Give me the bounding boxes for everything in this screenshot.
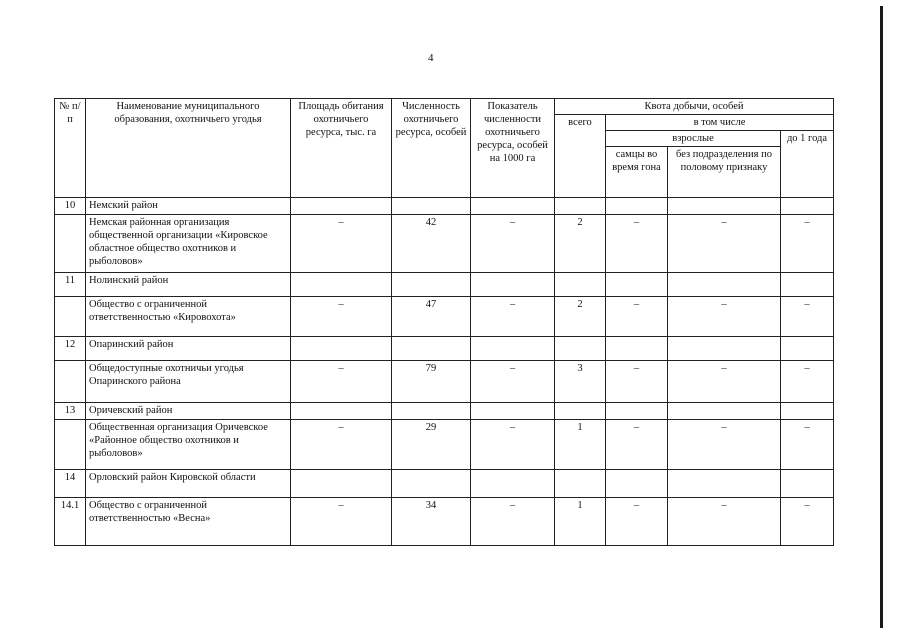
row-area: – [291,498,392,546]
row-num: 11 [55,273,86,297]
row-num [55,361,86,403]
row-nosex: – [668,215,781,273]
table-row [55,337,834,361]
row-num: 14.1 [55,498,86,546]
row-name: Нолинский район [86,273,291,297]
row-under1: – [781,215,834,273]
table-row [55,403,834,420]
row-area: – [291,361,392,403]
header-population: Численность охотничьего ресурса, особей [392,99,471,198]
header-area: Площадь обитания охотничьего ресурса, тыс. га [291,99,392,198]
row-density: – [471,215,555,273]
row-males: – [606,498,668,546]
row-name: Немский район [86,198,291,215]
row-population: 34 [392,498,471,546]
row-total: 2 [555,215,606,273]
page-number: 4 [428,52,434,64]
row-under1: – [781,420,834,470]
row-num: 13 [55,403,86,420]
row-males: – [606,361,668,403]
row-density: – [471,297,555,337]
row-males: – [606,420,668,470]
row-population: 79 [392,361,471,403]
header-num: № п/п [55,99,86,198]
row-total: 3 [555,361,606,403]
row-area: – [291,297,392,337]
row-num [55,215,86,273]
row-name: Общедоступные охотничьи угодья Опаринского района [86,361,291,403]
hunting-quota-table [54,98,834,546]
row-under1: – [781,361,834,403]
row-total: 2 [555,297,606,337]
row-name: Орловский район Кировской области [86,470,291,498]
header-adults: взрослые [606,131,781,147]
row-total: 1 [555,498,606,546]
table-row [55,297,834,337]
row-num: 14 [55,470,86,498]
header-including: в том числе [606,115,834,131]
row-name: Немская районная организация общественной организации «Кировское областное общество охотников и рыболовов» [86,215,291,273]
row-num: 12 [55,337,86,361]
row-males: – [606,297,668,337]
row-population: 47 [392,297,471,337]
table-row [55,273,834,297]
table-row [55,498,834,546]
row-nosex: – [668,297,781,337]
row-nosex: – [668,498,781,546]
row-density: – [471,361,555,403]
row-density: – [471,498,555,546]
header-no-sex: без подразделения по половому признаку [668,147,781,198]
row-name: Общество с ограниченной ответственностью «Весна» [86,498,291,546]
row-nosex: – [668,361,781,403]
row-name: Общественная организация Оричевское «Районное общество охотников и рыболовов» [86,420,291,470]
table-row [55,215,834,273]
row-name: Оричевский район [86,403,291,420]
header-under1: до 1 года [781,131,834,198]
table-row [55,470,834,498]
header-density: Показатель численности охотничьего ресурса, особей на 1000 га [471,99,555,198]
row-density: – [471,420,555,470]
row-males: – [606,215,668,273]
row-total: 1 [555,420,606,470]
row-area: – [291,420,392,470]
row-under1: – [781,297,834,337]
row-name: Опаринский район [86,337,291,361]
row-nosex: – [668,420,781,470]
table-row [55,361,834,403]
table-row [55,198,834,215]
header-name: Наименование муниципального образования, охотничьего угодья [86,99,291,198]
row-population: 29 [392,420,471,470]
header-total: всего [555,115,606,198]
header-males-rut: самцы во время гона [606,147,668,198]
scan-edge-line [880,6,883,628]
header-quota: Квота добычи, особей [555,99,834,115]
row-under1: – [781,498,834,546]
row-area: – [291,215,392,273]
row-name: Общество с ограниченной ответственностью «Кировохота» [86,297,291,337]
row-num: 10 [55,198,86,215]
row-num [55,297,86,337]
row-population: 42 [392,215,471,273]
table-row [55,420,834,470]
row-num [55,420,86,470]
